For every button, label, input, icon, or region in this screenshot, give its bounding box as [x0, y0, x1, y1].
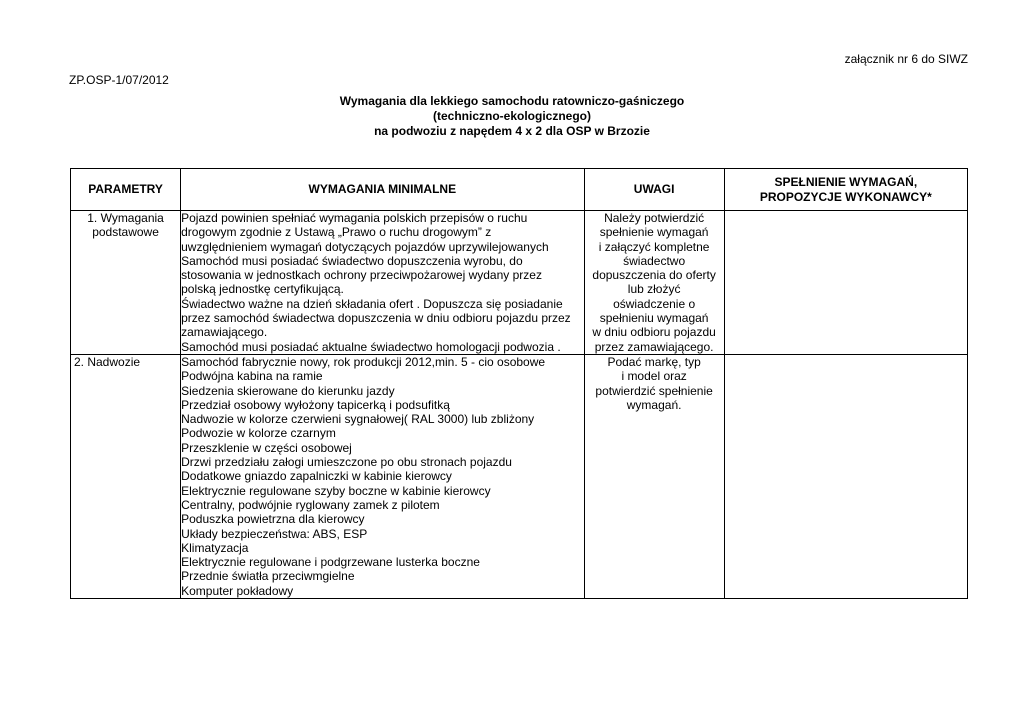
notes-cell — [584, 211, 724, 355]
text-line: Centralny, podwójnie ryglowany zamek z pilotem — [181, 497, 440, 512]
contractor-proposal-cell — [724, 354, 967, 598]
header-spelnienie — [724, 169, 967, 211]
param-cell — [71, 211, 181, 355]
text-line: spełnienie wymagań — [599, 225, 709, 240]
text-line: drogowym zgodnie z Ustawą „Prawo o ruchu drogowym” z — [181, 225, 492, 240]
requirements-cell — [181, 354, 584, 598]
text-line: i model oraz — [621, 369, 687, 384]
text-line: stosowania w jednostkach ochrony przeciwpożarowej wydany przez — [181, 268, 542, 283]
text-line: w dniu odbioru pojazdu — [592, 325, 716, 340]
text-line: Podać markę, typ — [607, 354, 701, 369]
text-line: Poduszka powietrzna dla kierowcy — [181, 512, 365, 527]
text-line: potwierdzić spełnienie — [595, 383, 713, 398]
text-line: Nadwozie w kolorze czerwieni sygnałowej( RAL 3000) lub zbliżony — [181, 412, 535, 427]
header-uwagi: UWAGI — [584, 169, 724, 211]
text-line: uwzględnieniem wymagań dotyczących pojazdów uprzywilejowanych — [181, 239, 549, 254]
text-line: przez samochód świadectwa dopuszczenia w dniu odbioru pojazdu przez — [181, 311, 571, 326]
text-line: polską jednostkę certyfikującą. — [181, 282, 344, 297]
text-line: Samochód musi posiadać aktualne świadectwo homologacji podwozia . — [181, 339, 561, 354]
reference-number: ZP.OSP-1/07/2012 — [69, 73, 169, 87]
text-line: świadectwo — [623, 253, 686, 268]
title-line-2: (techniczno-ekologicznego) — [432, 109, 591, 123]
notes-cell — [584, 354, 724, 598]
text-line: Należy potwierdzić — [604, 211, 705, 225]
text-line: Drzwi przedziału załogi umieszczone po obu stronach pojazdu — [181, 455, 512, 470]
text-line: lub złożyć — [627, 282, 681, 297]
text-line: Świadectwo ważne na dzień składania ofert . Dopuszcza się posiadanie — [181, 296, 563, 311]
table-row — [71, 211, 968, 355]
table-header-row — [71, 169, 968, 211]
title-line-1: Wymagania dla lekkiego samochodu ratowniczo-gaśniczego — [339, 94, 685, 108]
text-line: Siedzenia skierowane do kierunku jazdy — [181, 383, 395, 398]
document-title — [0, 94, 1024, 139]
contractor-proposal-cell — [724, 211, 967, 355]
table-row — [71, 354, 968, 598]
text-line: Komputer pokładowy — [181, 583, 294, 598]
text-line: Samochód fabrycznie nowy, rok produkcji 2012,min. 5 - cio osobowe — [181, 354, 546, 369]
text-line: Przeszklenie w części osobowej — [181, 440, 352, 455]
text-line: Podwójna kabina na ramie — [181, 369, 323, 384]
header-spelnienie-line-1: SPEŁNIENIE WYMAGAŃ, — [774, 174, 918, 189]
text-line: dopuszczenia do oferty — [592, 268, 716, 283]
text-line: Przedział osobowy wyłożony tapicerką i podsufitką — [181, 397, 450, 412]
text-line: spełnieniu wymagań — [599, 311, 709, 326]
text-line: Elektrycznie regulowane i podgrzewane lusterka boczne — [181, 555, 480, 570]
text-line: Samochód musi posiadać świadectwo dopuszczenia wyrobu, do — [181, 253, 523, 268]
text-line: Przednie światła przeciwmgielne — [181, 569, 355, 584]
text-line: przez zamawiającego. — [594, 339, 714, 354]
requirements-cell — [181, 211, 584, 355]
header-spelnienie-line-2: PROPOZYCJE WYKONAWCY* — [759, 189, 932, 204]
text-line: Elektrycznie regulowane szyby boczne w kabinie kierowcy — [181, 483, 491, 498]
header-wymagania: WYMAGANIA MINIMALNE — [181, 169, 584, 211]
param-cell — [71, 354, 181, 598]
requirements-table — [70, 168, 968, 599]
text-line: Klimatyzacja — [181, 540, 249, 555]
param-label: podstawowe — [92, 225, 159, 240]
text-line: Układy bezpieczeństwa: ABS, ESP — [181, 526, 368, 541]
header-parametry: PARAMETRY — [71, 169, 181, 211]
text-line: oświadczenie o — [613, 296, 696, 311]
text-line: Podwozie w kolorze czarnym — [181, 426, 336, 441]
text-line: wymagań. — [626, 397, 682, 412]
annex-label: załącznik nr 6 do SIWZ — [844, 52, 968, 66]
param-label: 2. Nadwozie — [74, 354, 141, 369]
text-line: i załączyć kompletne — [598, 239, 710, 254]
title-line-3: na podwoziu z napędem 4 x 2 dla OSP w Brzozie — [374, 124, 650, 138]
text-line: Pojazd powinien spełniać wymagania polskich przepisów o ruchu — [181, 211, 528, 225]
text-line: zamawiającego. — [181, 325, 268, 340]
text-line: Dodatkowe gniazdo zapalniczki w kabinie kierowcy — [181, 469, 452, 484]
param-label: 1. Wymagania — [87, 211, 164, 225]
